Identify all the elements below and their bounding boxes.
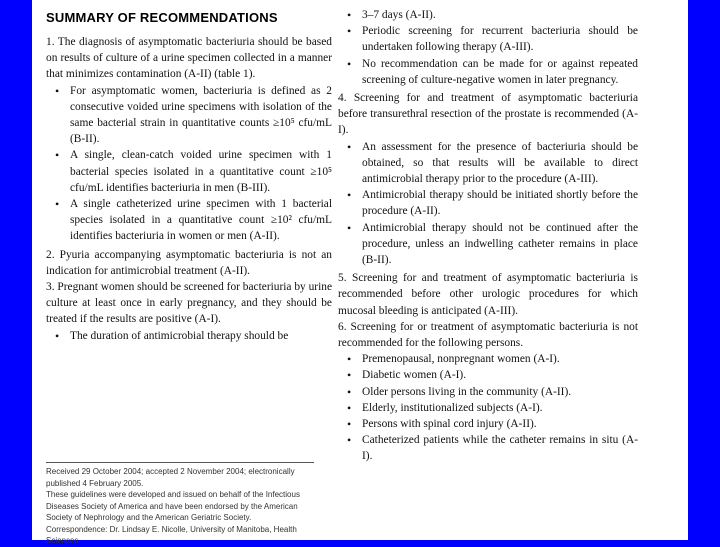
list-item: • Older persons living in the community (A-II). [338,384,638,400]
list-item: • Persons with spinal cord injury (A-II). [338,416,638,432]
document-page [32,0,688,545]
recommendation-5: 5. Screening for and treatment of asymptomatic bacteriuria is recommended before other urologic procedures for which mucosal bleeding is anticipated (A-III). [338,272,638,317]
section-heading: SUMMARY OF RECOMMENDATIONS [46,10,278,25]
list-item: • Diabetic women (A-I). [338,367,638,383]
list-item: • No recommendation can be made for or against repeated screening of culture-negative women in later pregnancy. [338,56,638,88]
footnote-correspondence: Correspondence: Dr. Lindsay E. Nicolle, University of Manitoba, Health Sciences [46,524,297,545]
recommendation-1: 1. The diagnosis of asymptomatic bacteriuria should be based on results of culture of a urine specimen collected in a manner that minimizes contamination (A-II) (table 1). [46,36,332,81]
right-column [338,7,638,465]
recommendation-2: 2. Pyuria accompanying asymptomatic bacteriuria is not an indication for antimicrobial treatment (A-II). [46,248,332,277]
footnote-guidelines: These guidelines were developed and issued on behalf of the Infectious Diseases Society of America and have been endorsed by the American Society of Nephrology and the American Geriatric Society. [46,490,300,522]
footnote-received: Received 29 October 2004; accepted 2 November 2004; electronically published 4 February 2005. [46,467,295,488]
list-item: • The duration of antimicrobial therapy should be [46,328,332,344]
list-item: • Catheterized patients while the catheter remains in situ (A-I). [338,432,638,464]
list-item: • A single catheterized urine specimen with 1 bacterial species isolated in a quantitative count ≥10² cfu/mL identifies bacteriuria in women or men (A-II). [46,196,332,245]
list-item: • Antimicrobial therapy should not be continued after the procedure, unless an indwelling catheter remains in place (B-II). [338,220,638,269]
list-item: • A single, clean-catch voided urine specimen with 1 bacterial species isolated in a quantitative count ≥10⁵ cfu/mL identifies bacteriuria in men (B-III). [46,147,332,196]
footnote [46,462,314,547]
list-item: • For asymptomatic women, bacteriuria is defined as 2 consecutive voided urine specimens with isolation of the same bacterial strain in quantitative counts ≥10⁵ cfu/mL (B-II). [46,83,332,148]
recommendation-6: 6. Screening for or treatment of asymptomatic bacteriuria is not recommended for the following persons. [338,320,638,350]
recommendation-3: 3. Pregnant women should be screened for bacteriuria by urine culture at least once in early pregnancy, and they should be treated if the results are positive (A-I). [46,281,332,326]
list-item: • An assessment for the presence of bacteriuria should be obtained, so that results will be available to direct antimicrobial therapy prior to the procedure (A-III). [338,139,638,188]
list-item: • Premenopausal, nonpregnant women (A-I). [338,351,638,367]
list-item: • Periodic screening for recurrent bacteriuria should be undertaken following therapy (A-III). [338,23,638,55]
list-item: • Elderly, institutionalized subjects (A-I). [338,400,638,416]
left-column [46,34,332,344]
list-item: • Antimicrobial therapy should be initiated shortly before the procedure (A-II). [338,187,638,219]
list-item-continued: • 3–7 days (A-II). [338,7,638,23]
recommendation-4: 4. Screening for and treatment of asymptomatic bacteriuria before transurethral resection of the prostate is recommended (A-I). [338,92,638,137]
